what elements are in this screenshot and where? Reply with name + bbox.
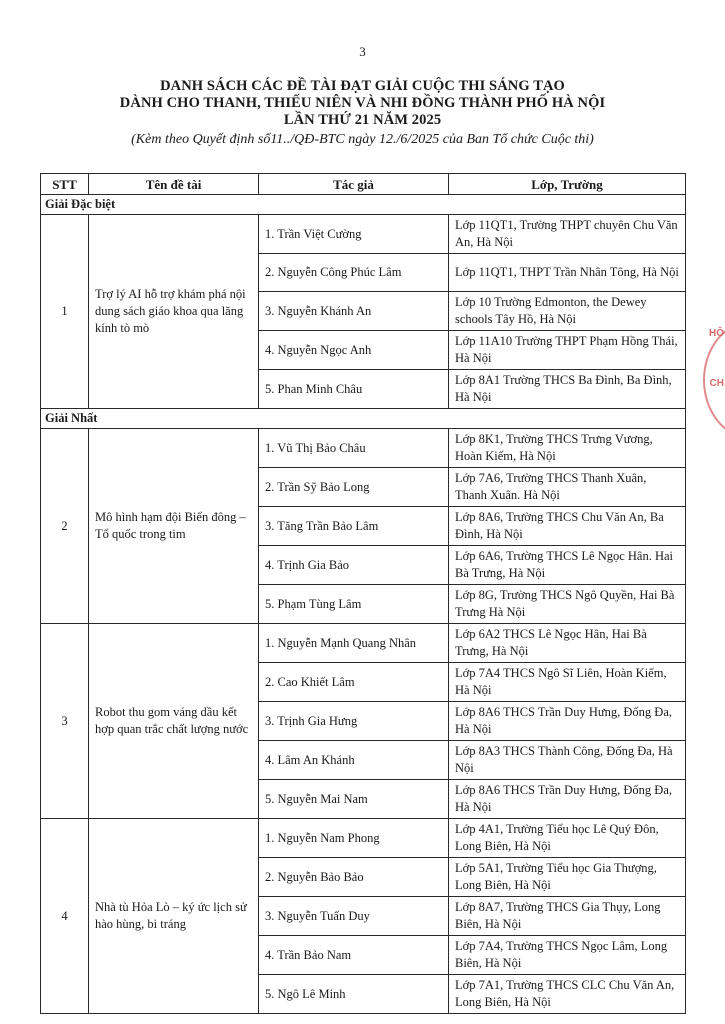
table-row: [41, 819, 686, 858]
table-header-row: [41, 174, 686, 195]
table-body: [41, 195, 686, 1014]
author-cell: 4. Nguyễn Ngọc Anh: [259, 331, 449, 370]
prize-row: [41, 409, 686, 429]
author-cell: 2. Nguyễn Bảo Bảo: [259, 858, 449, 897]
school-cell: Lớp 11QT1, THPT Trần Nhân Tông, Hà Nội: [449, 254, 686, 292]
table-row: [41, 215, 686, 254]
author-cell: 3. Trịnh Gia Hưng: [259, 702, 449, 741]
author-cell: 3. Tăng Trần Bảo Lâm: [259, 507, 449, 546]
topic-cell: Trợ lý AI hỗ trợ khám phá nội dung sách giáo khoa qua lăng kính tò mò: [89, 215, 259, 409]
school-cell: Lớp 5A1, Trường Tiểu học Gia Thượng, Long Biên, Hà Nội: [449, 858, 686, 897]
topic-cell: Nhà tù Hỏa Lò – ký ức lịch sử hào hùng, bi tráng: [89, 819, 259, 1014]
page-number: 3: [359, 44, 366, 59]
seal-text-mid: CH: [709, 378, 724, 389]
title-line-1: DANH SÁCH CÁC ĐỀ TÀI ĐẠT GIẢI CUỘC THI SÁNG TẠO: [160, 78, 565, 94]
school-cell: Lớp 8A7, Trường THCS Gia Thụy, Long Biên, Hà Nội: [449, 897, 686, 936]
school-cell: Lớp 8G, Trường THCS Ngô Quyền, Hai Bà Trưng Hà Nội: [449, 585, 686, 624]
column-header-school: Lớp, Trường: [449, 174, 686, 195]
author-cell: 5. Phạm Tùng Lâm: [259, 585, 449, 624]
school-cell: Lớp 11QT1, Trường THPT chuyên Chu Văn An, Hà Nội: [449, 215, 686, 254]
title-line-3: LẦN THỨ 21 NĂM 2025: [283, 112, 442, 128]
school-cell: Lớp 11A10 Trường THPT Phạm Hồng Thái, Hà Nội: [449, 331, 686, 370]
author-cell: 4. Trần Bảo Nam: [259, 936, 449, 975]
red-seal-stamp-fragment: [703, 320, 725, 440]
author-cell: 1. Nguyễn Mạnh Quang Nhân: [259, 624, 449, 663]
school-cell: Lớp 6A6, Trường THCS Lê Ngọc Hân. Hai Bà Trưng, Hà Nội: [449, 546, 686, 585]
school-cell: Lớp 8K1, Trường THCS Trưng Vương, Hoàn Kiếm, Hà Nội: [449, 429, 686, 468]
author-cell: 2. Nguyễn Công Phúc Lâm: [259, 254, 449, 292]
school-cell: Lớp 4A1, Trường Tiểu học Lê Quý Đôn, Long Biên, Hà Nội: [449, 819, 686, 858]
school-cell: Lớp 10 Trường Edmonton, the Dewey schools Tây Hồ, Hà Nội: [449, 292, 686, 331]
school-cell: Lớp 8A3 THCS Thành Công, Đống Đa, Hà Nội: [449, 741, 686, 780]
author-cell: 5. Phan Minh Châu: [259, 370, 449, 409]
author-cell: 1. Vũ Thị Bảo Châu: [259, 429, 449, 468]
decision-reference: (Kèm theo Quyết định số11../QĐ-BTC ngày 12./6/2025 của Ban Tổ chức Cuộc thi): [131, 132, 594, 147]
author-cell: 2. Trần Sỹ Bảo Long: [259, 468, 449, 507]
award-table: [40, 173, 686, 1014]
author-cell: 4. Trịnh Gia Bảo: [259, 546, 449, 585]
stt-cell: 4: [41, 819, 89, 1014]
prize-label: Giải Nhất: [41, 409, 686, 429]
school-cell: Lớp 7A4, Trường THCS Ngọc Lâm, Long Biên, Hà Nội: [449, 936, 686, 975]
author-cell: 3. Nguyễn Khánh An: [259, 292, 449, 331]
table-row: [41, 624, 686, 663]
author-cell: 2. Cao Khiết Lâm: [259, 663, 449, 702]
author-cell: 3. Nguyễn Tuấn Duy: [259, 897, 449, 936]
stt-cell: 2: [41, 429, 89, 624]
document-header: [30, 78, 695, 150]
seal-text-top: HÔ: [709, 328, 724, 339]
stt-cell: 3: [41, 624, 89, 819]
topic-cell: Robot thu gom váng dầu kết hợp quan trắc chất lượng nước: [89, 624, 259, 819]
column-header-author: Tác giả: [259, 174, 449, 195]
school-cell: Lớp 7A6, Trường THCS Thanh Xuân, Thanh Xuân. Hà Nội: [449, 468, 686, 507]
author-cell: 1. Trần Việt Cường: [259, 215, 449, 254]
author-cell: 5. Ngô Lê Minh: [259, 975, 449, 1014]
title-line-2: DÀNH CHO THANH, THIẾU NIÊN VÀ NHI ĐỒNG THÀNH PHỐ HÀ NỘI: [119, 95, 606, 111]
table-row: [41, 429, 686, 468]
stt-cell: 1: [41, 215, 89, 409]
school-cell: Lớp 8A6 THCS Trần Duy Hưng, Đống Đa, Hà Nội: [449, 702, 686, 741]
school-cell: Lớp 7A4 THCS Ngô Sĩ Liên, Hoàn Kiếm, Hà Nội: [449, 663, 686, 702]
author-cell: 4. Lâm An Khánh: [259, 741, 449, 780]
school-cell: Lớp 8A1 Trường THCS Ba Đình, Ba Đình, Hà Nội: [449, 370, 686, 409]
column-header-stt: STT: [41, 174, 89, 195]
school-cell: Lớp 8A6, Trường THCS Chu Văn An, Ba Đình, Hà Nội: [449, 507, 686, 546]
prize-label: Giải Đặc biệt: [41, 195, 686, 215]
prize-row: [41, 195, 686, 215]
topic-cell: Mô hình hạm đội Biển đông – Tổ quốc trong tim: [89, 429, 259, 624]
school-cell: Lớp 7A1, Trường THCS CLC Chu Văn An, Long Biên, Hà Nội: [449, 975, 686, 1014]
school-cell: Lớp 8A6 THCS Trần Duy Hưng, Đống Đa, Hà Nội: [449, 780, 686, 819]
author-cell: 5. Nguyễn Mai Nam: [259, 780, 449, 819]
school-cell: Lớp 6A2 THCS Lê Ngọc Hân, Hai Bà Trưng, Hà Nội: [449, 624, 686, 663]
author-cell: 1. Nguyễn Nam Phong: [259, 819, 449, 858]
column-header-topic: Tên đề tài: [89, 174, 259, 195]
